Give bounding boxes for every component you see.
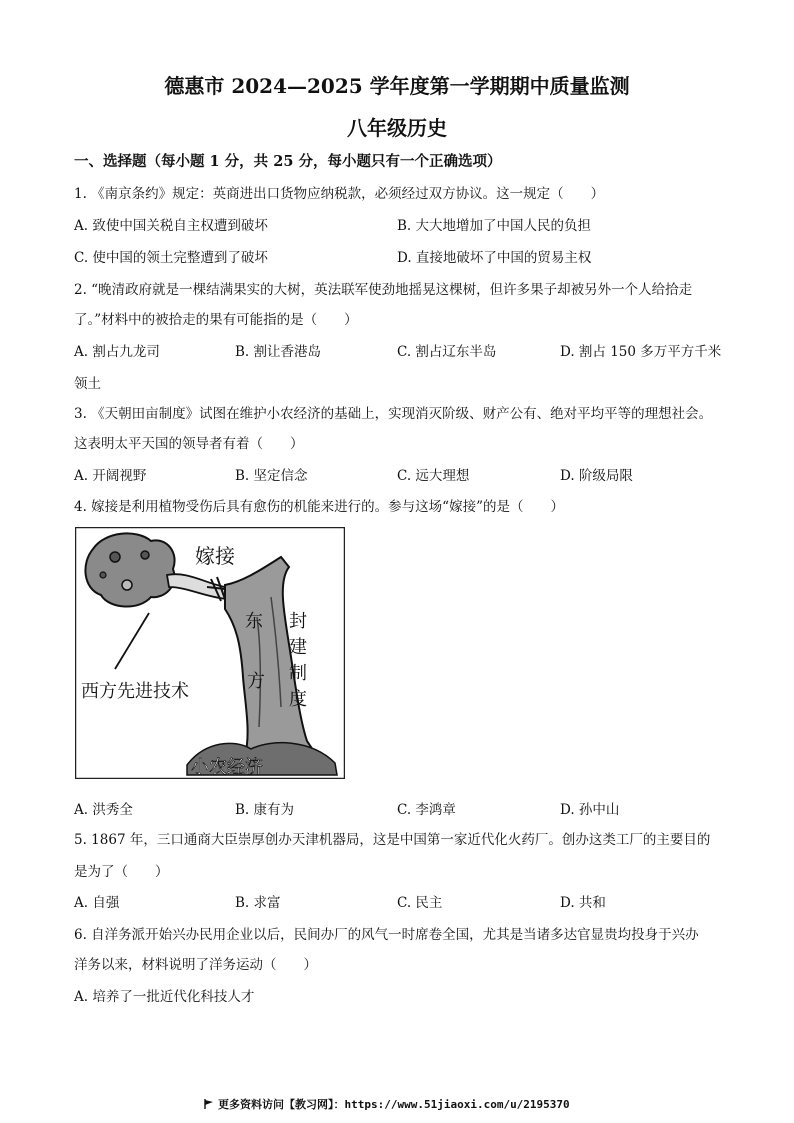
q4-option-a: A. 洪秀全 — [74, 802, 133, 818]
label-feudal-2: 建 — [289, 637, 307, 658]
q6-stem-line1: 6. 自洋务派开始兴办民用企业以后，民间办厂的风气一时席卷全国，尤其是当诸多达官显贵均投身于兴办 — [74, 927, 699, 943]
q1-option-d: D. 直接地破坏了中国的贸易主权 — [397, 250, 592, 266]
q4-option-d: D. 孙中山 — [560, 802, 620, 818]
q3-option-c: C. 远大理想 — [397, 468, 470, 484]
label-graft: 嫁接 — [195, 544, 235, 568]
label-western-technology: 西方先进技术 — [81, 681, 189, 702]
label-small-peasant-economy: 小农经济 — [191, 757, 263, 778]
label-east-2: 方 — [247, 671, 265, 692]
q4-stem: 4. 嫁接是利用植物受伤后具有愈伤的机能来进行的。参与这场“嫁接”的是（ ） — [74, 499, 564, 515]
label-feudal-3: 制 — [289, 663, 307, 684]
q1-option-b: B. 大大地增加了中国人民的负担 — [397, 218, 592, 234]
footer-text: 更多资料访问【教习网】：https://www.51jiaoxi.com/u/2195370 — [218, 1098, 570, 1111]
footer-link[interactable] — [204, 1096, 570, 1112]
grafting-tree-illustration — [75, 527, 345, 779]
q6-stem-line2: 洋务以来，材料说明了洋务运动（ ） — [74, 957, 317, 973]
q2-option-d-continued: 领土 — [74, 376, 101, 392]
q2-stem-line1: 2. “晚清政府就是一棵结满果实的大树，英法联军使劲地摇晃这棵树，但许多果子却被另外一个人给拾走 — [74, 282, 693, 298]
q6-option-a: A. 培养了一批近代化科技人才 — [74, 989, 255, 1005]
q2-option-a: A. 割占九龙司 — [74, 344, 160, 360]
label-feudal-1: 封 — [289, 611, 307, 632]
q1-option-c: C. 使中国的领土完整遭到了破坏 — [74, 250, 268, 266]
bush-dot — [100, 572, 106, 578]
q1-stem: 1. 《南京条约》规定：英商进出口货物应纳税款，必须经过双方协议。这一规定（ ） — [74, 186, 605, 202]
section-heading: 一、选择题（每小题 1 分，共 25 分，每小题只有一个正确选项） — [74, 153, 502, 170]
bush-dot — [122, 580, 132, 590]
q3-stem-line1: 3. 《天朝田亩制度》试图在维护小农经济的基础上，实现消灭阶级、财产公有、绝对平均平等的理想社会。 — [74, 406, 713, 422]
q1-option-a: A. 致使中国关税自主权遭到破坏 — [74, 218, 268, 234]
q2-option-d: D. 割占 150 多万平方千米 — [560, 344, 722, 360]
q4-option-c: C. 李鸿章 — [397, 802, 456, 818]
flag-icon — [204, 1099, 214, 1109]
q5-option-d: D. 共和 — [560, 895, 606, 911]
q5-option-a: A. 自强 — [74, 895, 120, 911]
q5-option-b: B. 求富 — [235, 895, 281, 911]
q3-option-a: A. 开阔视野 — [74, 468, 147, 484]
q2-option-c: C. 割占辽东半岛 — [397, 344, 497, 360]
q5-option-c: C. 民主 — [397, 895, 443, 911]
q2-stem-line2: 了。”材料中的被拾走的果有可能指的是（ ） — [74, 312, 358, 328]
q5-stem-line2: 是为了（ ） — [74, 864, 169, 880]
page-subtitle: 八年级历史 — [347, 116, 447, 140]
q2-option-b: B. 割让香港岛 — [235, 344, 322, 360]
q3-option-d: D. 阶级局限 — [560, 468, 633, 484]
q5-stem-line1: 5. 1867 年，三口通商大臣崇厚创办天津机器局，这是中国第一家近代化火药厂。创办这类工厂的主要目的 — [74, 832, 711, 848]
q3-stem-line2: 这表明太平天国的领导者有着（ ） — [74, 436, 304, 452]
page-title: 德惠市 2024—2025 学年度第一学期期中质量监测 — [164, 74, 630, 98]
bush-dot — [110, 552, 120, 562]
label-feudal-4: 度 — [289, 689, 307, 710]
bush-dot — [141, 551, 149, 559]
label-east-1: 东 — [245, 611, 263, 632]
q3-option-b: B. 坚定信念 — [235, 468, 308, 484]
q4-option-b: B. 康有为 — [235, 802, 295, 818]
